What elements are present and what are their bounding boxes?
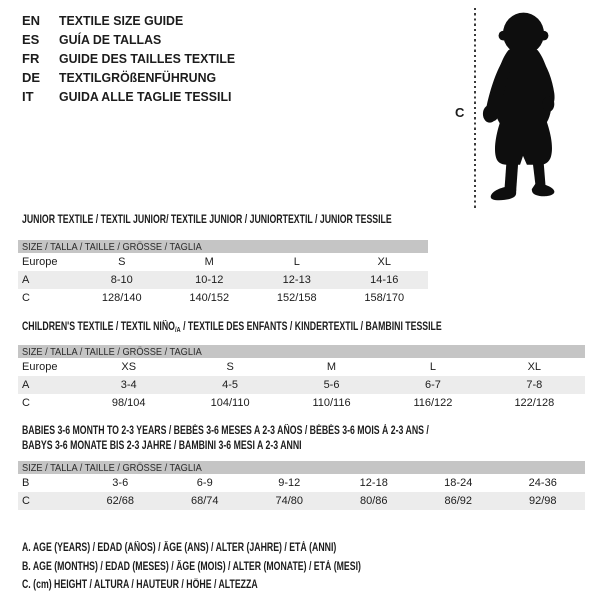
table-row-age-months — [18, 474, 585, 492]
age-cell: 9-12 — [278, 477, 301, 489]
height-cell: 62/68 — [106, 495, 135, 507]
row-label: C — [22, 397, 30, 409]
height-cell: 152/158 — [276, 292, 317, 304]
age-cell: 18-24 — [444, 477, 473, 489]
age-cell: 12-13 — [282, 274, 311, 286]
height-cell: 122/128 — [514, 397, 555, 409]
size-cell: S — [226, 361, 234, 373]
size-header-label: SIZE / TALLA / TAILLE / GRÖSSE / TAGLIA — [22, 461, 202, 474]
language-title-block — [22, 11, 244, 106]
table-header-bar — [18, 345, 585, 358]
height-cell: 110/116 — [312, 397, 351, 409]
junior-section-title-text: JUNIOR TEXTILE / TEXTIL JUNIOR/ TEXTILE JUNIOR / JUNIORTEXTIL / JUNIOR TESSILE — [22, 214, 392, 226]
language-row-fr — [22, 49, 244, 68]
note-height-cm — [22, 576, 468, 595]
size-header-label: SIZE / TALLA / TAILLE / GRÖSSE / TAGLIA — [22, 345, 202, 358]
children-section-title-text — [22, 320, 442, 337]
legend-notes — [22, 539, 468, 595]
language-label: TEXTILE SIZE GUIDE — [59, 13, 184, 28]
note-age-years-text: A. AGE (YEARS) / EDAD (AÑOS) / ÂGE (ANS) / ALTER (JAHRE) / ETÀ (ANNI) — [22, 542, 337, 554]
height-cell: 86/92 — [444, 495, 473, 507]
children-section-title — [22, 320, 574, 337]
language-code: FR — [22, 51, 40, 66]
note-age-years — [22, 539, 468, 558]
height-cell: 140/152 — [189, 292, 230, 304]
height-cell: 128/140 — [101, 292, 142, 304]
size-cell: L — [293, 256, 300, 268]
table-row-europe — [18, 358, 585, 376]
age-cell: 24-36 — [528, 477, 557, 489]
height-cell: 68/74 — [190, 495, 219, 507]
babies-section-title-line2 — [22, 439, 390, 453]
babies-size-table — [18, 461, 585, 510]
size-cell: L — [429, 361, 436, 373]
row-label: A — [22, 274, 30, 286]
age-cell: 14-16 — [370, 274, 399, 286]
note-height-cm-text: C. (cm) HEIGHT / ALTURA / HAUTEUR / HÖHE / ALTEZZA — [22, 579, 258, 591]
baby-silhouette-icon — [479, 9, 567, 205]
row-label: B — [22, 477, 30, 489]
height-cell: 92/98 — [528, 495, 557, 507]
table-header-bar — [18, 461, 585, 474]
row-label: A — [22, 379, 30, 391]
children-size-table — [18, 345, 585, 412]
table-row-height — [18, 289, 428, 307]
table-row-height — [18, 492, 585, 510]
table-row-height — [18, 394, 585, 412]
row-label: C — [22, 292, 30, 304]
table-row-age — [18, 271, 428, 289]
size-cell: XL — [377, 256, 391, 268]
language-label: GUIDA ALLE TAGLIE TESSILI — [59, 89, 232, 104]
junior-section-title — [22, 213, 508, 227]
age-cell: 8-10 — [110, 274, 133, 286]
language-row-es — [22, 30, 244, 49]
age-cell: 6-9 — [196, 477, 213, 489]
height-cell: 116/122 — [413, 397, 453, 409]
language-row-en — [22, 11, 244, 30]
language-code: IT — [22, 89, 34, 104]
babies-title-line1-text: BABIES 3-6 MONTH TO 2-3 YEARS / BEBÉS 3-6 MESES A 2-3 AÑOS / BÉBÉS 3-6 MOIS À 2-3 ANS / — [22, 425, 429, 437]
height-measure-dotted-line — [474, 8, 476, 208]
language-code: DE — [22, 70, 41, 85]
language-label: GUÍA DE TALLAS — [59, 32, 162, 47]
language-label: GUIDE DES TAILLES TEXTILE — [59, 51, 236, 66]
size-cell: M — [326, 361, 337, 373]
age-cell: 10-12 — [195, 274, 224, 286]
age-cell: 3-6 — [112, 477, 129, 489]
table-row-age — [18, 376, 585, 394]
size-header-label: SIZE / TALLA / TAILLE / GRÖSSE / TAGLIA — [22, 240, 202, 253]
height-cell: 74/80 — [275, 495, 304, 507]
size-cell: M — [204, 256, 214, 268]
age-cell: 7-8 — [526, 379, 543, 391]
table-header-bar — [18, 240, 428, 253]
junior-size-table — [18, 240, 428, 307]
height-cell: 158/170 — [364, 292, 405, 304]
height-cell: 80/86 — [359, 495, 388, 507]
height-measure-label: C — [455, 105, 465, 120]
size-cell: S — [118, 256, 126, 268]
language-row-it — [22, 87, 244, 106]
age-cell: 4-5 — [222, 379, 239, 391]
size-cell: XS — [121, 361, 137, 373]
size-cell: XL — [527, 361, 542, 373]
row-label: Europe — [22, 256, 58, 268]
babies-title-line2-text: BABYS 3-6 MONATE BIS 2-3 JAHRE / BAMBINI 3-6 MESI A 2-3 ANNI — [22, 440, 302, 452]
language-code: ES — [22, 32, 40, 47]
age-cell: 6-7 — [424, 379, 441, 391]
language-label: TEXTILGRÖßENFÜHRUNG — [59, 70, 217, 85]
note-age-months-text: B. AGE (MONTHS) / EDAD (MESES) / ÂGE (MOIS) / ALTER (MONATE) / ETÀ (MESI) — [22, 560, 361, 573]
children-title-subscript: /A — [174, 325, 181, 334]
table-row-europe — [18, 253, 428, 271]
language-code: EN — [22, 13, 41, 28]
children-title-pre: CHILDREN'S TEXTILE / TEXTIL NIÑO — [22, 321, 175, 333]
row-label: Europe — [22, 361, 58, 373]
age-cell: 5-6 — [323, 379, 340, 391]
children-title-post: / TEXTILE DES ENFANTS / KINDERTEXTIL / BAMBINI TESSILE — [180, 321, 442, 333]
height-cell: 98/104 — [111, 397, 146, 409]
age-cell: 12-18 — [359, 477, 388, 489]
height-cell: 104/110 — [210, 397, 250, 409]
row-label: C — [22, 495, 30, 507]
language-row-de — [22, 68, 244, 87]
babies-section-title-line1 — [22, 424, 557, 438]
age-cell: 3-4 — [120, 379, 137, 391]
note-age-months — [22, 558, 468, 577]
